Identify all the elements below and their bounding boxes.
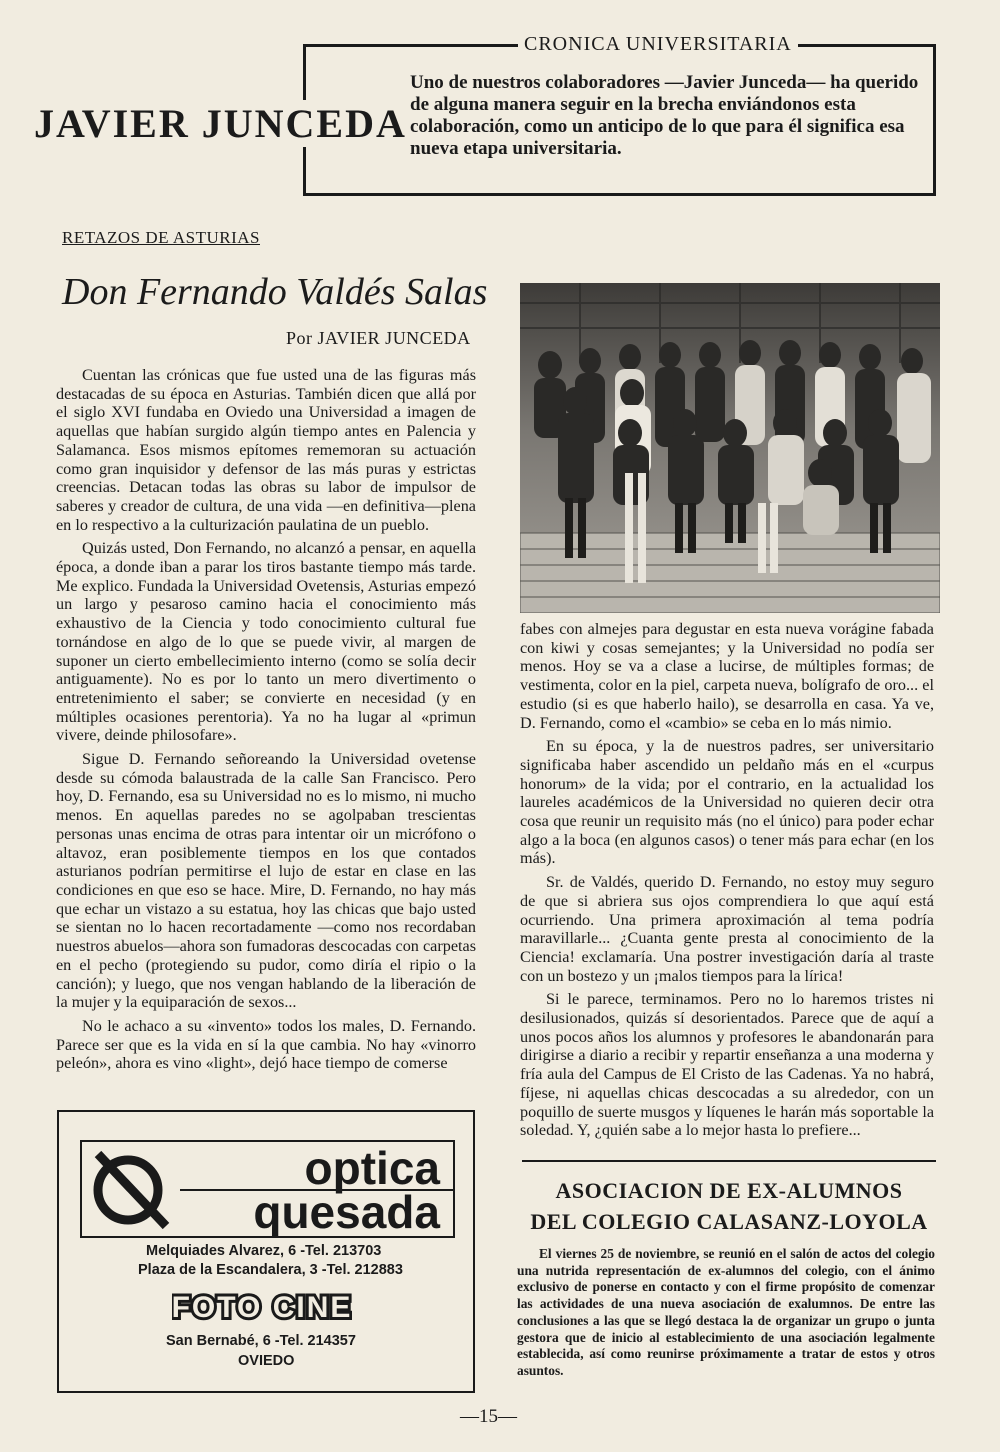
paragraph: Sr. de Valdés, querido D. Fernando, no estoy muy seguro de que si abriera sus ojos comprendiera lo que aquí está ocurriendo. Una primera aproximación al tema podría maravillarle... ¿Cuanta gente presta al conocimiento de la Ciencia! exclamaría. Una postrer investigación daría al traste con un bostezo y un ¡malos tiempos para la lírica!: [520, 873, 934, 985]
page-number: —15—: [460, 1406, 517, 1427]
paragraph: No le achaco a su «invento» todos los males, D. Fernando. Parece ser que es la vida en sí la que cambia. No hay «vinorro peleón», ahora es vino «light», dejó hace tiempo de comerse: [56, 1016, 476, 1073]
foto-cine-logo: [172, 1287, 352, 1325]
paragraph: Sigue D. Fernando señoreando la Universidad ovetense desde su cómoda balaustrada de la calle San Francisco. Pero hoy, D. Fernando, esa su Universidad no es lo mismo, ni mucho menos. En aquellas paredes no se agolpaban trescientas personas unas encima de otras para intentar oir un micrófono o altavoz, eran posiblemente tiempos en los que contados asturianos podrían permitirse el lujo de estar en clase en las condiciones en que eso se hace. Mire, D. Fernando, no hay más que echar un vistazo a su estatua, hoy las chicas que bajo usted se sientan no lo hacen recortadamente —como nos recordaban nuestros abuelos—ahora son fumadoras descocadas con carpetas en el pecho (protegiendo su pudor, como diría el ripio o la canción); y luego, que nos vengan hablando de la liberación de la mujer y la equiparación de sexos...: [56, 750, 476, 1012]
logo-word-optica: optica: [304, 1142, 440, 1194]
group-photo: [520, 283, 940, 613]
article-column-right: [520, 620, 934, 1145]
author-heading: JAVIER JUNCEDA: [34, 100, 411, 147]
paragraph: Si le parece, terminamos. Pero no lo haremos tristes ni desilusionados, quizás sí desorientados. Parece que de aquí a unos pocos años los alumnos y profesores le abandonarán para dirigirse a diario a recibir y repartir enseñanza a una moderna y fría aula del Campus de El Cristo de las Cadenas. Ya no habrá, fíjese, ni aquellas chicas descocadas a su alrededor, con un poquillo de suerte musgos y líquenes le harán más soportable la soledad. Y, ¿quién sabe a lo mejor hasta lo prefiere...: [520, 990, 934, 1140]
divider: [522, 1160, 936, 1162]
article-column-left: [56, 366, 476, 1078]
paragraph: En su época, y la de nuestros padres, ser universitario significaba haber ascendido un peldaño más en el «curpus honorum» de la vida; por el contrario, en la actualidad los laureles académicos de la Universidad no quieren decir otra cosa que reunir un requisito más (no el único) para poder echar algo a la boca (en algunos casos) o tener más para echar (en los más).: [520, 737, 934, 868]
paragraph: Quizás usted, Don Fernando, no alcanzó a pensar, en aquella época, a donde iban a parar los tiros bastante tiempo más tarde. Me explico. Fundada la Universidad Ovetensis, Asturias empezó un largo y pesaroso camino hacia el conocimiento más exhaustivo de la Ciencia y todo conocimiento cultural fue tornándose en algo de lo que se puede vivir, al margen de suponer un cierto embellecimiento interno (como se solía decir antiguamente). No es por lo tanto un mero divertimento o entretenimiento el saber; se convierte en necesidad (y en múltiples ocasiones perentoria). Ya no ha lugar al «primun vivere, deinde philosofare».: [56, 539, 476, 745]
ad-address-2: Plaza de la Escandalera, 3 -Tel. 212883: [138, 1262, 403, 1278]
paragraph: fabes con almejes para degustar en esta nueva vorágine fabada con kiwi y cosas semejantes; y la Universidad no podía ser menos. Hoy se va a clase a lucirse, de múltiples formas; de vestimenta, color en la piel, carpeta nueva, bolígrafo de oro... el estudio (si es que haberlo hailo), se desarrolla en casa. Ya ve, D. Fernando, como el «cambio» se ceba en lo más nimio.: [520, 620, 934, 732]
assoc-title-1: ASOCIACION DE EX-ALUMNOS: [555, 1178, 903, 1203]
assoc-title-2: DEL COLEGIO CALASANZ-LOYOLA: [530, 1209, 928, 1234]
optica-quesada-logo: [80, 1140, 455, 1238]
article-title: Don Fernando Valdés Salas: [62, 271, 488, 313]
byline: Por JAVIER JUNCEDA: [286, 328, 471, 348]
paragraph: El viernes 25 de noviembre, se reunió en el salón de actos del colegio una nutrida representación de ex-alumnos del colegio, con el ánimo exclusivo de ponerse en contacto y con el firme propósito de comenzar las actividades de una nueva asociación de exalumnos. De entre las conclusiones a las que se llegó destaca la de organizar un grupo o junta gestora que de inicio al establecimiento de una asociación legalmente establecida, así como reunirse próximamente a tratar de estos y otros asuntos.: [517, 1246, 935, 1378]
paragraph: Cuentan las crónicas que fue usted una de las figuras más destacadas de su época en Asturias. También dicen que allá por el siglo XVI fundaba en Oviedo una Universidad a imagen de aquellas que habían surgido algún tiempo antes en Palencia y Salamanca. Esos mismos epítomes rememoran su actuación como gran inquisidor y defensor de las más puras y estrictas creencias. Detacan todas las obras su labor de impulsor de saberes y creador de cultura, de una vida —en definitiva—plena en lo respectivo a la culturización paulatina de un pueblo.: [56, 366, 476, 534]
ad-city: OVIEDO: [238, 1353, 295, 1369]
assoc-body: [517, 1246, 935, 1380]
ad-address-3: San Bernabé, 6 -Tel. 214357: [166, 1333, 356, 1349]
intro-text: Uno de nuestros colaboradores —Javier Junceda— ha querido de alguna manera seguir en la brecha enviándonos esta colaboración, como un anticipo de lo que para él significa esa nueva etapa universitaria.: [410, 72, 919, 159]
foto-cine-text: FOTO CINE: [172, 1291, 352, 1324]
series-label: RETAZOS DE ASTURIAS: [62, 228, 260, 247]
group-photo-image: [520, 283, 940, 613]
logo-word-quesada: quesada: [253, 1186, 440, 1238]
ad-address-1: Melquiades Alvarez, 6 -Tel. 213703: [146, 1243, 382, 1259]
section-heading: CRONICA UNIVERSITARIA: [518, 33, 798, 56]
